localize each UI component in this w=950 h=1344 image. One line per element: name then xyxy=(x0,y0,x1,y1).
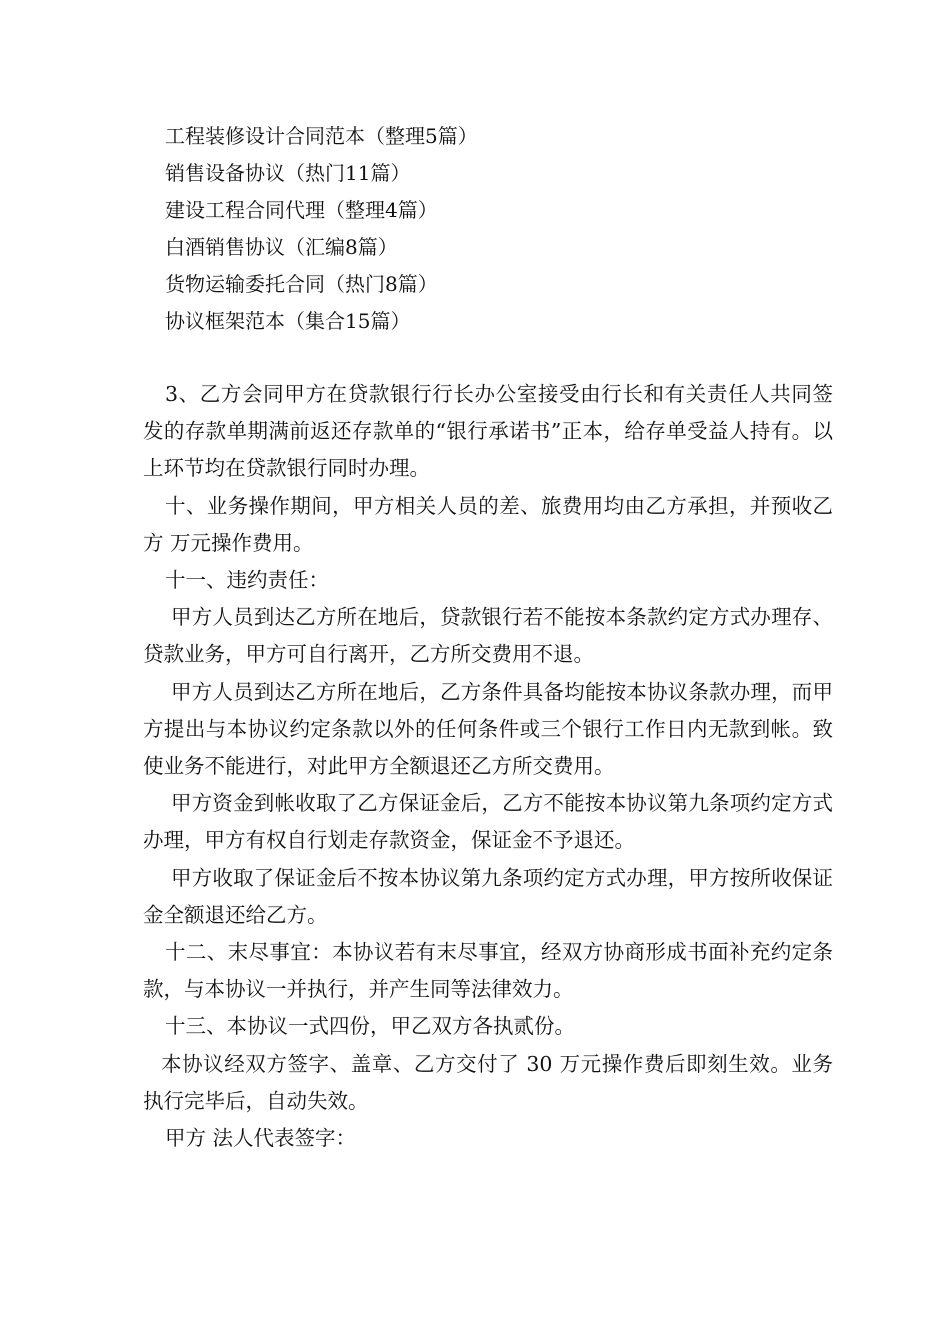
paragraph: 3、乙方会同甲方在贷款银行行长办公室接受由行长和有关责任人共同签发的存款单期满前返还存款单的“银行承诺书”正本，给存单受益人持有。以上环节均在贷款银行同时办理。 xyxy=(143,382,833,481)
related-link[interactable]: 白酒销售协议（汇编8篇） xyxy=(165,235,398,259)
paragraph: 甲方资金到帐收取了乙方保证金后，乙方不能按本协议第九条项约定方式办理，甲方有权自行划走存款资金，保证金不予退还。 xyxy=(143,791,833,853)
related-link[interactable]: 货物运输委托合同（热门8篇） xyxy=(165,272,438,296)
related-link[interactable]: 销售设备协议（热门11篇） xyxy=(165,161,411,185)
related-link[interactable]: 建设工程合同代理（整理4篇） xyxy=(165,198,438,222)
related-link[interactable]: 协议框架范本（集合15篇） xyxy=(165,309,411,333)
paragraph: 甲方收取了保证金后不按本协议第九条项约定方式办理，甲方按所收保证金全额退还给乙方。 xyxy=(143,865,833,927)
paragraph: 甲方人员到达乙方所在地后，贷款银行若不能按本条款约定方式办理存、贷款业务，甲方可自行离开，乙方所交费用不退。 xyxy=(143,605,833,667)
paragraph: 十三、本协议一式四份，甲乙双方各执贰份。 xyxy=(165,1014,575,1039)
signature-line: 甲方 法人代表签字： xyxy=(165,1126,357,1151)
paragraph: 十二、末尽事宜：本协议若有末尽事宜，经双方协商形成书面补充约定条款，与本协议一并执行，并产生同等法律效力。 xyxy=(143,940,833,1002)
related-link[interactable]: 工程装修设计合同范本（整理5篇） xyxy=(165,124,478,148)
paragraph: 十、业务操作期间，甲方相关人员的差、旅费用均由乙方承担，并预收乙方 万元操作费用。 xyxy=(143,493,833,555)
paragraph: 甲方人员到达乙方所在地后，乙方条件具备均能按本协议条款办理，而甲方提出与本协议约定条款以外的任何条件或三个银行工作日内无款到帐。致使业务不能进行，对此甲方全额退还乙方所交费用。 xyxy=(143,679,833,779)
paragraph: 本协议经双方签字、盖章、乙方交付了 30 万元操作费后即刻生效。业务执行完毕后，自动失效。 xyxy=(143,1051,833,1113)
document-body xyxy=(143,376,833,1157)
section-heading: 十一、违约责任： xyxy=(165,568,329,593)
related-links-list xyxy=(165,118,478,340)
